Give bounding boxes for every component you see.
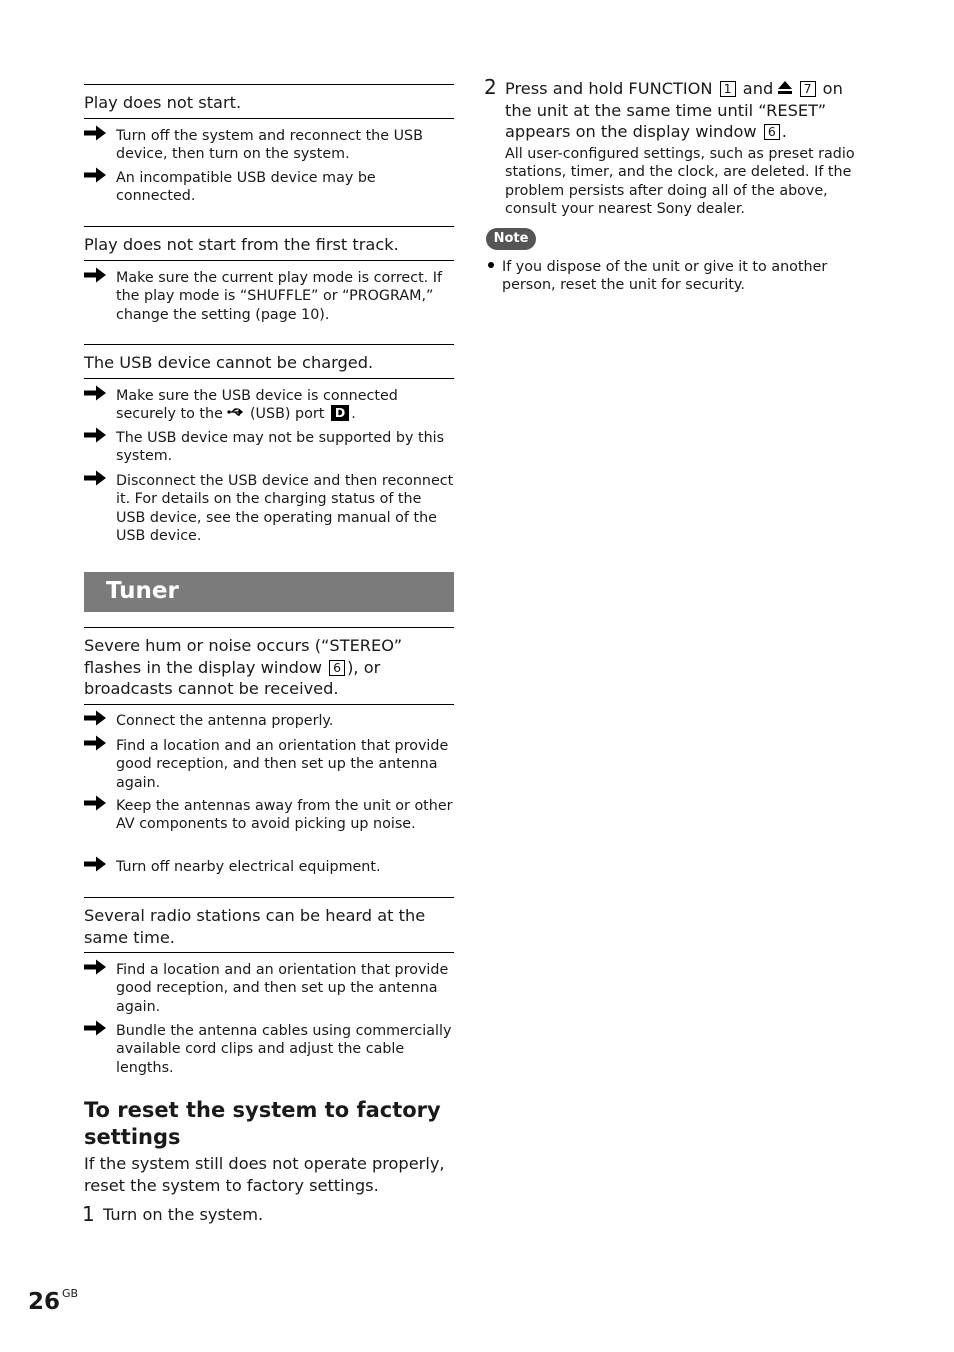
- right-arrow-icon: [84, 735, 106, 751]
- note-text: If you dispose of the unit or give it to another person, reset the unit for security.: [502, 259, 828, 294]
- remedy-text: Find a location and an orientation that provide good reception, and then set up the antenna again.: [116, 962, 449, 1015]
- step-text-part: and: [742, 79, 774, 98]
- symptom-heading-part: ), or broadcasts cannot be received.: [84, 657, 381, 698]
- step-text-part: on the unit at the same time until “RESET” appears on the display window: [505, 79, 843, 142]
- remedy-item: [84, 472, 454, 545]
- right-arrow-icon: [84, 125, 106, 141]
- remedy-item: [84, 127, 454, 164]
- remedy-item: [84, 269, 454, 324]
- right-arrow-icon: [84, 385, 106, 401]
- symptom-heading: [84, 627, 454, 705]
- right-arrow-icon: [84, 167, 106, 183]
- section-title: Tuner: [106, 578, 179, 604]
- step-text-part: Press and hold FUNCTION: [505, 79, 713, 98]
- port-label: D: [331, 405, 349, 421]
- symptom-heading: The USB device cannot be charged.: [84, 344, 454, 379]
- reset-intro: If the system still does not operate properly, reset the system to factory settings.: [84, 1154, 445, 1195]
- remedy-text: Connect the antenna properly.: [116, 713, 334, 729]
- remedy-text: An incompatible USB device may be connected.: [116, 170, 376, 205]
- step-number: 2: [484, 75, 497, 99]
- remedy-item: [84, 961, 454, 1016]
- remedy-text: [116, 387, 454, 424]
- remedy-item: [84, 797, 454, 834]
- right-arrow-icon: [84, 427, 106, 443]
- right-arrow-icon: [84, 470, 106, 486]
- remedy-text: Disconnect the USB device and then reconnect it. For details on the charging status of the USB device, see the operating manual of the USB device.: [116, 473, 454, 544]
- remedy-item: [84, 1022, 454, 1077]
- symptom-heading: Play does not start from the first track.: [84, 226, 454, 261]
- symptom-heading: Several radio stations can be heard at the same time.: [84, 897, 454, 953]
- remedy-item: [84, 429, 454, 466]
- remedy-text-part: .: [351, 406, 356, 423]
- remedy-item: [84, 858, 454, 876]
- step-text: Turn on the system.: [103, 1205, 264, 1224]
- symptom-heading: Play does not start.: [84, 84, 454, 119]
- page-number: [28, 1279, 78, 1317]
- reset-heading: To reset the system to factory settings: [84, 1098, 441, 1149]
- remedy-item: [84, 387, 454, 424]
- usb-icon: [227, 407, 245, 417]
- step-number: 1: [82, 1202, 95, 1226]
- step-text: [505, 78, 857, 143]
- remedy-text: Find a location and an orientation that provide good reception, and then set up the antenna again.: [116, 738, 449, 791]
- bullet-icon: [488, 262, 494, 268]
- remedy-text: Keep the antennas away from the unit or other AV components to avoid picking up noise.: [116, 798, 453, 833]
- note-badge: Note: [486, 228, 536, 250]
- symptom-heading-part: Severe hum or noise occurs (“STEREO” flashes in the display window: [84, 636, 403, 677]
- right-arrow-icon: [84, 795, 106, 811]
- right-arrow-icon: [84, 267, 106, 283]
- remedy-text-part: Make sure the USB device is connected securely to the: [116, 388, 398, 423]
- page-region: GB: [62, 1287, 79, 1300]
- button-label: 1: [720, 81, 736, 97]
- step-text-part: .: [781, 122, 787, 142]
- display-window-label: 6: [329, 660, 345, 676]
- remedy-text: Make sure the current play mode is correct. If the play mode is “SHUFFLE” or “PROGRAM,” change the setting (page 10).: [116, 270, 443, 323]
- button-label: 7: [800, 81, 816, 97]
- right-arrow-icon: [84, 1020, 106, 1036]
- right-arrow-icon: [84, 710, 106, 726]
- remedy-text: Turn off nearby electrical equipment.: [116, 859, 381, 875]
- remedy-item: [84, 169, 454, 206]
- eject-icon: [778, 81, 792, 94]
- remedy-text: The USB device may not be supported by this system.: [116, 430, 445, 465]
- remedy-text: Bundle the antenna cables using commercially available cord clips and adjust the cable lengths.: [116, 1023, 452, 1076]
- remedy-item: [84, 712, 454, 730]
- section-banner: [84, 572, 454, 612]
- right-arrow-icon: [84, 856, 106, 872]
- right-arrow-icon: [84, 959, 106, 975]
- step-detail: All user-configured settings, such as preset radio stations, timer, and the clock, are deleted. If the problem persists after doing all of the above, consult your nearest Sony dealer.: [505, 146, 855, 217]
- remedy-text: Turn off the system and reconnect the USB device, then turn on the system.: [116, 128, 423, 163]
- remedy-text-part: (USB) port: [249, 406, 325, 423]
- remedy-item: [84, 737, 454, 792]
- page-number-value: 26: [28, 1289, 61, 1315]
- display-window-label: 6: [764, 124, 780, 140]
